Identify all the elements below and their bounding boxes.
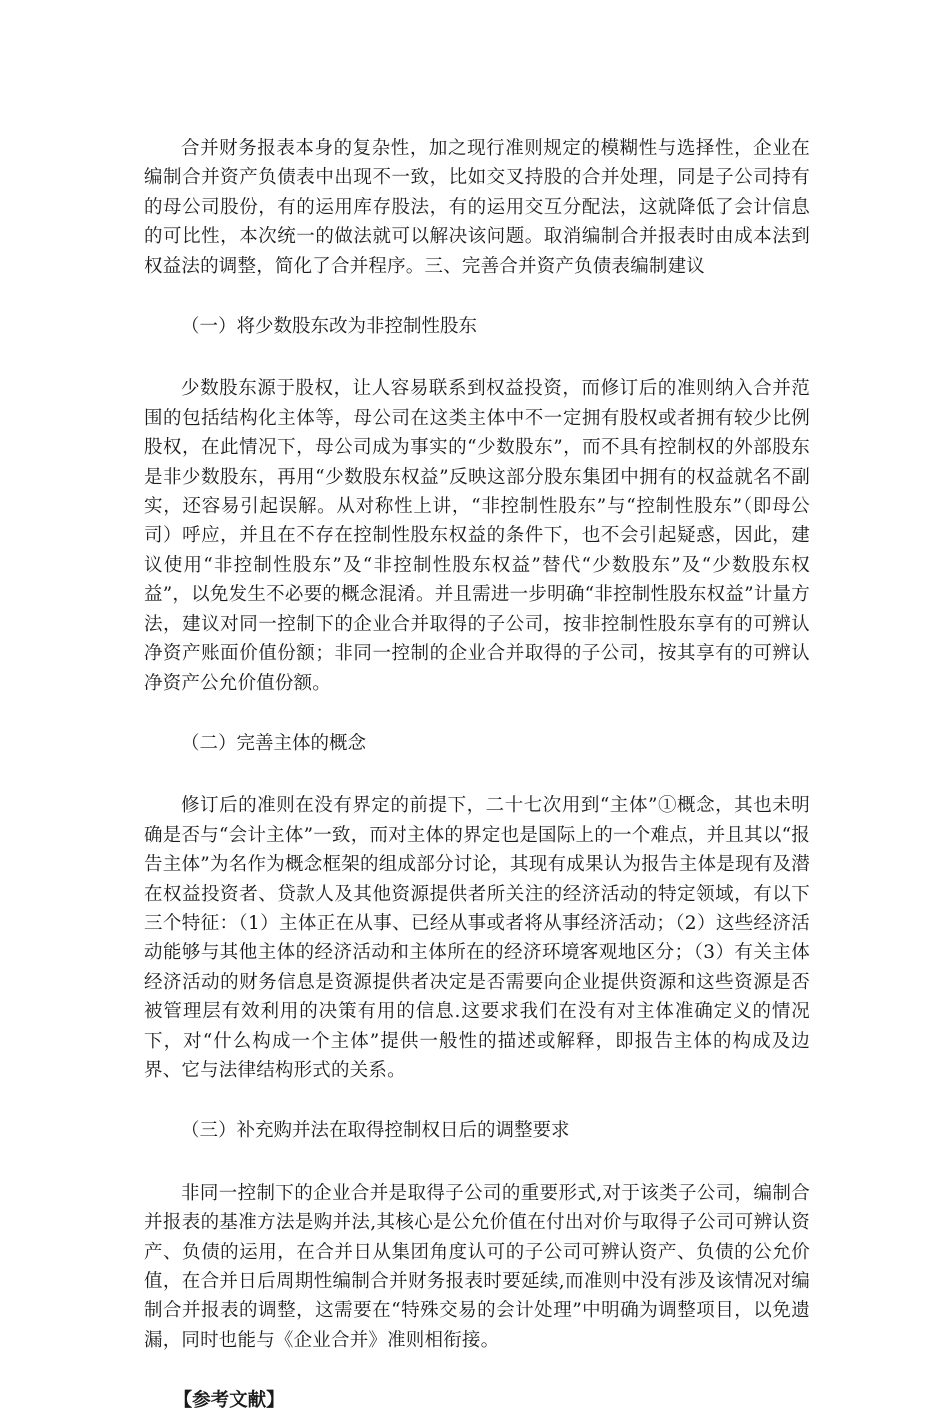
section-3-heading: （三）补充购并法在取得控制权日后的调整要求: [181, 1120, 570, 1142]
document-page: [144, 134, 810, 1416]
section-2-paragraph: 修订后的准则在没有界定的前提下，二十七次用到“主体”①概念，其也未明确是否与“会计主体”一致，而对主体的界定也是国际上的一个难点，并且其以“报告主体”为名作为概念框架的组成部分讨论，其现有成果认为报告主体是现有及潜在权益投资者、贷款人及其他资源提供者所关注的经济活动的特定领域，有以下三个特征：（1）主体正在从事、已经从事或者将从事经济活动；（2）这些经济活动能够与其他主体的经济活动和主体所在的经济环境客观地区分；（3）有关主体经济活动的财务信息是资源提供者决定是否需要向企业提供资源和这些资源是否被管理层有效利用的决策有用的信息.这要求我们在没有对主体准确定义的情况下，对“什么构成一个主体”提供一般性的描述或解释，即报告主体的构成及边界、它与法律结构形式的关系。: [144, 795, 810, 1081]
section-2-heading: （二）完善主体的概念: [181, 732, 367, 754]
section-3-paragraph: 非同一控制下的企业合并是取得子公司的重要形式,对于该类子公司，编制合并报表的基准方法是购并法,其核心是公允价值在付出对价与取得子公司可辨认资产、负债的运用，在合并日从集团角度认可的子公司可辨认资产、负债的公允价值，在合并日后周期性编制合并财务报表时要延续,而准则中没有涉及该情况对编制合并报表的调整，这需要在“特殊交易的会计处理”中明确为调整项目，以免遗漏，同时也能与《企业合并》准则相衔接。: [144, 1182, 810, 1351]
intro-paragraph: 合并财务报表本身的复杂性，加之现行准则规定的模糊性与选择性，企业在编制合并资产负债表中出现不一致，比如交叉持股的合并处理，同是子公司持有的母公司股份，有的运用库存股法，有的运用交互分配法，这就降低了会计信息的可比性，本次统一的做法就可以解决该问题。取消编制合并报表时由成本法到权益法的调整，简化了合并程序。三、完善合并资产负债表编制建议: [144, 138, 810, 277]
references-heading: 【参考文献】: [173, 1390, 285, 1412]
section-1-paragraph: 少数股东源于股权，让人容易联系到权益投资，而修订后的准则纳入合并范围的包括结构化主体等，母公司在这类主体中不一定拥有股权或者拥有较少比例股权，在此情况下，母公司成为事实的“少数股东”，而不具有控制权的外部股东是非少数股东，再用“少数股东权益”反映这部分股东集团中拥有的权益就名不副实，还容易引起误解。从对称性上讲，“非控制性股东”与“控制性股东”（即母公司）呼应，并且在不存在控制性股东权益的条件下，也不会引起疑惑，因此，建议使用“非控制性股东”及“非控制性股东权益”替代“少数股东”及“少数股东权益”，以免发生不必要的概念混淆。并且需进一步明确“非控制性股东权益”计量方法，建议对同一控制下的企业合并取得的子公司，按非控制性股东享有的可辨认净资产账面价值份额；非同一控制的企业合并取得的子公司，按其享有的可辨认净资产公允价值份额。: [144, 378, 810, 694]
section-1-heading: （一）将少数股东改为非控制性股东: [181, 316, 478, 338]
